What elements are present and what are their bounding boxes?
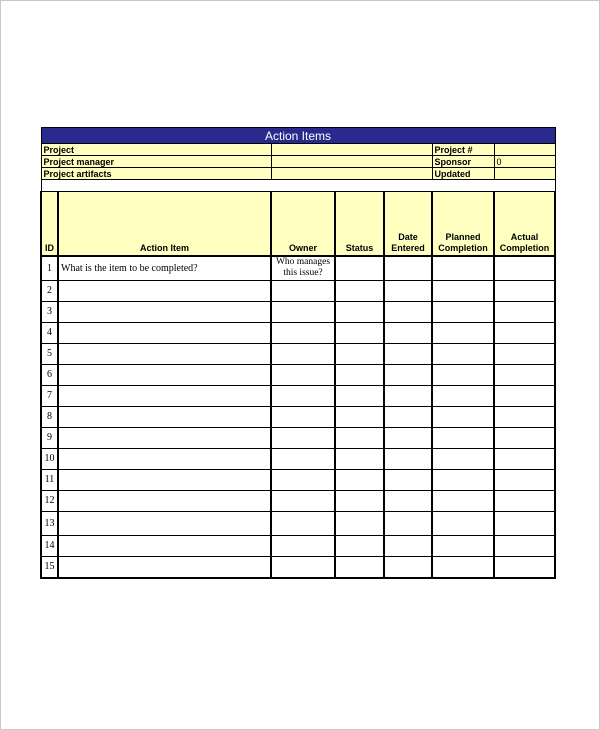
actual-completion-cell[interactable] bbox=[494, 343, 555, 364]
date-entered-cell[interactable] bbox=[384, 301, 432, 322]
project-label: Project bbox=[41, 144, 271, 156]
action-item-cell[interactable] bbox=[58, 406, 271, 427]
action-item-cell[interactable] bbox=[58, 427, 271, 448]
actual-completion-cell[interactable] bbox=[494, 301, 555, 322]
owner-cell[interactable] bbox=[271, 343, 335, 364]
action-item-cell[interactable] bbox=[58, 511, 271, 535]
table-row bbox=[41, 406, 555, 427]
row-id-cell: 14 bbox=[41, 535, 58, 556]
table-row bbox=[41, 280, 555, 301]
date-entered-cell[interactable] bbox=[384, 256, 432, 280]
date-entered-cell[interactable] bbox=[384, 427, 432, 448]
project-number-value-cell[interactable] bbox=[494, 144, 555, 156]
status-cell[interactable] bbox=[335, 301, 384, 322]
column-header-date-entered: Date Entered bbox=[384, 192, 432, 257]
column-header-status: Status bbox=[335, 192, 384, 257]
status-cell[interactable] bbox=[335, 469, 384, 490]
row-id-cell: 8 bbox=[41, 406, 58, 427]
planned-completion-cell[interactable] bbox=[432, 301, 494, 322]
action-item-cell[interactable] bbox=[58, 448, 271, 469]
actual-completion-cell[interactable] bbox=[494, 406, 555, 427]
actual-completion-cell[interactable] bbox=[494, 280, 555, 301]
planned-completion-cell[interactable] bbox=[432, 364, 494, 385]
status-cell[interactable] bbox=[335, 535, 384, 556]
column-header-action-item: Action Item bbox=[58, 192, 271, 257]
planned-completion-cell[interactable] bbox=[432, 256, 494, 280]
table-row bbox=[41, 448, 555, 469]
sponsor-label: Sponsor bbox=[432, 156, 494, 168]
status-cell[interactable] bbox=[335, 490, 384, 511]
table-row bbox=[41, 343, 555, 364]
actual-completion-cell[interactable] bbox=[494, 511, 555, 535]
column-header-id: ID bbox=[41, 192, 58, 257]
table-row bbox=[41, 301, 555, 322]
row-id-cell: 4 bbox=[41, 322, 58, 343]
action-item-cell[interactable] bbox=[58, 343, 271, 364]
action-item-cell[interactable] bbox=[58, 556, 271, 578]
action-item-cell[interactable] bbox=[58, 322, 271, 343]
date-entered-cell[interactable] bbox=[384, 280, 432, 301]
date-entered-cell[interactable] bbox=[384, 343, 432, 364]
row-id-cell: 7 bbox=[41, 385, 58, 406]
planned-completion-cell[interactable] bbox=[432, 343, 494, 364]
row-id-cell: 12 bbox=[41, 490, 58, 511]
status-cell[interactable] bbox=[335, 256, 384, 280]
row-id-cell: 2 bbox=[41, 280, 58, 301]
owner-cell[interactable] bbox=[271, 385, 335, 406]
planned-completion-cell[interactable] bbox=[432, 535, 494, 556]
owner-cell[interactable] bbox=[271, 280, 335, 301]
actual-completion-cell[interactable] bbox=[494, 448, 555, 469]
owner-cell[interactable] bbox=[271, 448, 335, 469]
date-entered-cell[interactable] bbox=[384, 535, 432, 556]
actual-completion-cell[interactable] bbox=[494, 322, 555, 343]
table-row bbox=[41, 556, 555, 578]
table-row bbox=[41, 385, 555, 406]
planned-completion-cell[interactable] bbox=[432, 280, 494, 301]
status-cell[interactable] bbox=[335, 322, 384, 343]
planned-completion-cell[interactable] bbox=[432, 469, 494, 490]
action-item-cell[interactable]: What is the item to be completed? bbox=[58, 256, 271, 280]
date-entered-cell[interactable] bbox=[384, 556, 432, 578]
action-item-cell[interactable] bbox=[58, 364, 271, 385]
row-id-cell: 11 bbox=[41, 469, 58, 490]
sheet-title: Action Items bbox=[41, 128, 555, 144]
table-row bbox=[41, 490, 555, 511]
actual-completion-cell[interactable] bbox=[494, 427, 555, 448]
actual-completion-cell[interactable] bbox=[494, 256, 555, 280]
row-id-cell: 13 bbox=[41, 511, 58, 535]
actual-completion-cell[interactable] bbox=[494, 469, 555, 490]
status-cell[interactable] bbox=[335, 406, 384, 427]
table-row bbox=[41, 322, 555, 343]
owner-cell[interactable] bbox=[271, 406, 335, 427]
date-entered-cell[interactable] bbox=[384, 364, 432, 385]
column-header-owner: Owner bbox=[271, 192, 335, 257]
spacer-row bbox=[41, 180, 555, 192]
sponsor-value-cell[interactable]: 0 bbox=[494, 156, 555, 168]
date-entered-cell[interactable] bbox=[384, 322, 432, 343]
owner-cell[interactable] bbox=[271, 535, 335, 556]
row-id-cell: 5 bbox=[41, 343, 58, 364]
action-item-cell[interactable] bbox=[58, 535, 271, 556]
project-artifacts-value-cell[interactable] bbox=[271, 168, 432, 180]
table-row bbox=[41, 427, 555, 448]
date-entered-cell[interactable] bbox=[384, 469, 432, 490]
actual-completion-cell[interactable] bbox=[494, 364, 555, 385]
date-entered-cell[interactable] bbox=[384, 448, 432, 469]
actual-completion-cell[interactable] bbox=[494, 385, 555, 406]
table-row bbox=[41, 364, 555, 385]
date-entered-cell[interactable] bbox=[384, 490, 432, 511]
row-id-cell: 15 bbox=[41, 556, 58, 578]
actual-completion-cell[interactable] bbox=[494, 556, 555, 578]
action-item-cell[interactable] bbox=[58, 280, 271, 301]
action-item-cell[interactable] bbox=[58, 301, 271, 322]
actual-completion-cell[interactable] bbox=[494, 535, 555, 556]
planned-completion-cell[interactable] bbox=[432, 406, 494, 427]
date-entered-cell[interactable] bbox=[384, 385, 432, 406]
project-number-label: Project # bbox=[432, 144, 494, 156]
status-cell[interactable] bbox=[335, 343, 384, 364]
status-cell[interactable] bbox=[335, 556, 384, 578]
action-item-cell[interactable] bbox=[58, 469, 271, 490]
planned-completion-cell[interactable] bbox=[432, 385, 494, 406]
actual-completion-cell[interactable] bbox=[494, 490, 555, 511]
project-manager-label: Project manager bbox=[41, 156, 271, 168]
date-entered-cell[interactable] bbox=[384, 511, 432, 535]
owner-cell[interactable] bbox=[271, 490, 335, 511]
status-cell[interactable] bbox=[335, 364, 384, 385]
row-id-cell: 6 bbox=[41, 364, 58, 385]
owner-cell[interactable] bbox=[271, 427, 335, 448]
updated-value-cell[interactable] bbox=[494, 168, 555, 180]
table-row bbox=[41, 511, 555, 535]
row-id-cell: 10 bbox=[41, 448, 58, 469]
owner-cell[interactable] bbox=[271, 511, 335, 535]
planned-completion-cell[interactable] bbox=[432, 322, 494, 343]
status-cell[interactable] bbox=[335, 427, 384, 448]
row-id-cell: 1 bbox=[41, 256, 58, 280]
project-artifacts-label: Project artifacts bbox=[41, 168, 271, 180]
status-cell[interactable] bbox=[335, 280, 384, 301]
status-cell[interactable] bbox=[335, 448, 384, 469]
status-cell[interactable] bbox=[335, 385, 384, 406]
action-items-table bbox=[40, 127, 556, 579]
row-id-cell: 3 bbox=[41, 301, 58, 322]
owner-cell[interactable] bbox=[271, 469, 335, 490]
planned-completion-cell[interactable] bbox=[432, 511, 494, 535]
table-row bbox=[41, 469, 555, 490]
planned-completion-cell[interactable] bbox=[432, 556, 494, 578]
planned-completion-cell[interactable] bbox=[432, 490, 494, 511]
table-row bbox=[41, 535, 555, 556]
table-row bbox=[41, 256, 555, 280]
updated-label: Updated bbox=[432, 168, 494, 180]
planned-completion-cell[interactable] bbox=[432, 427, 494, 448]
action-item-cell[interactable] bbox=[58, 385, 271, 406]
owner-cell[interactable]: Who manages this issue? bbox=[271, 256, 335, 280]
column-header-actual-completion: Actual Completion bbox=[494, 192, 555, 257]
status-cell[interactable] bbox=[335, 511, 384, 535]
project-value-cell[interactable] bbox=[271, 144, 432, 156]
owner-cell[interactable] bbox=[271, 364, 335, 385]
owner-cell[interactable] bbox=[271, 322, 335, 343]
project-manager-value-cell[interactable] bbox=[271, 156, 432, 168]
owner-cell[interactable] bbox=[271, 301, 335, 322]
action-item-cell[interactable] bbox=[58, 490, 271, 511]
date-entered-cell[interactable] bbox=[384, 406, 432, 427]
owner-cell[interactable] bbox=[271, 556, 335, 578]
row-id-cell: 9 bbox=[41, 427, 58, 448]
planned-completion-cell[interactable] bbox=[432, 448, 494, 469]
column-header-planned-completion: Planned Completion bbox=[432, 192, 494, 257]
